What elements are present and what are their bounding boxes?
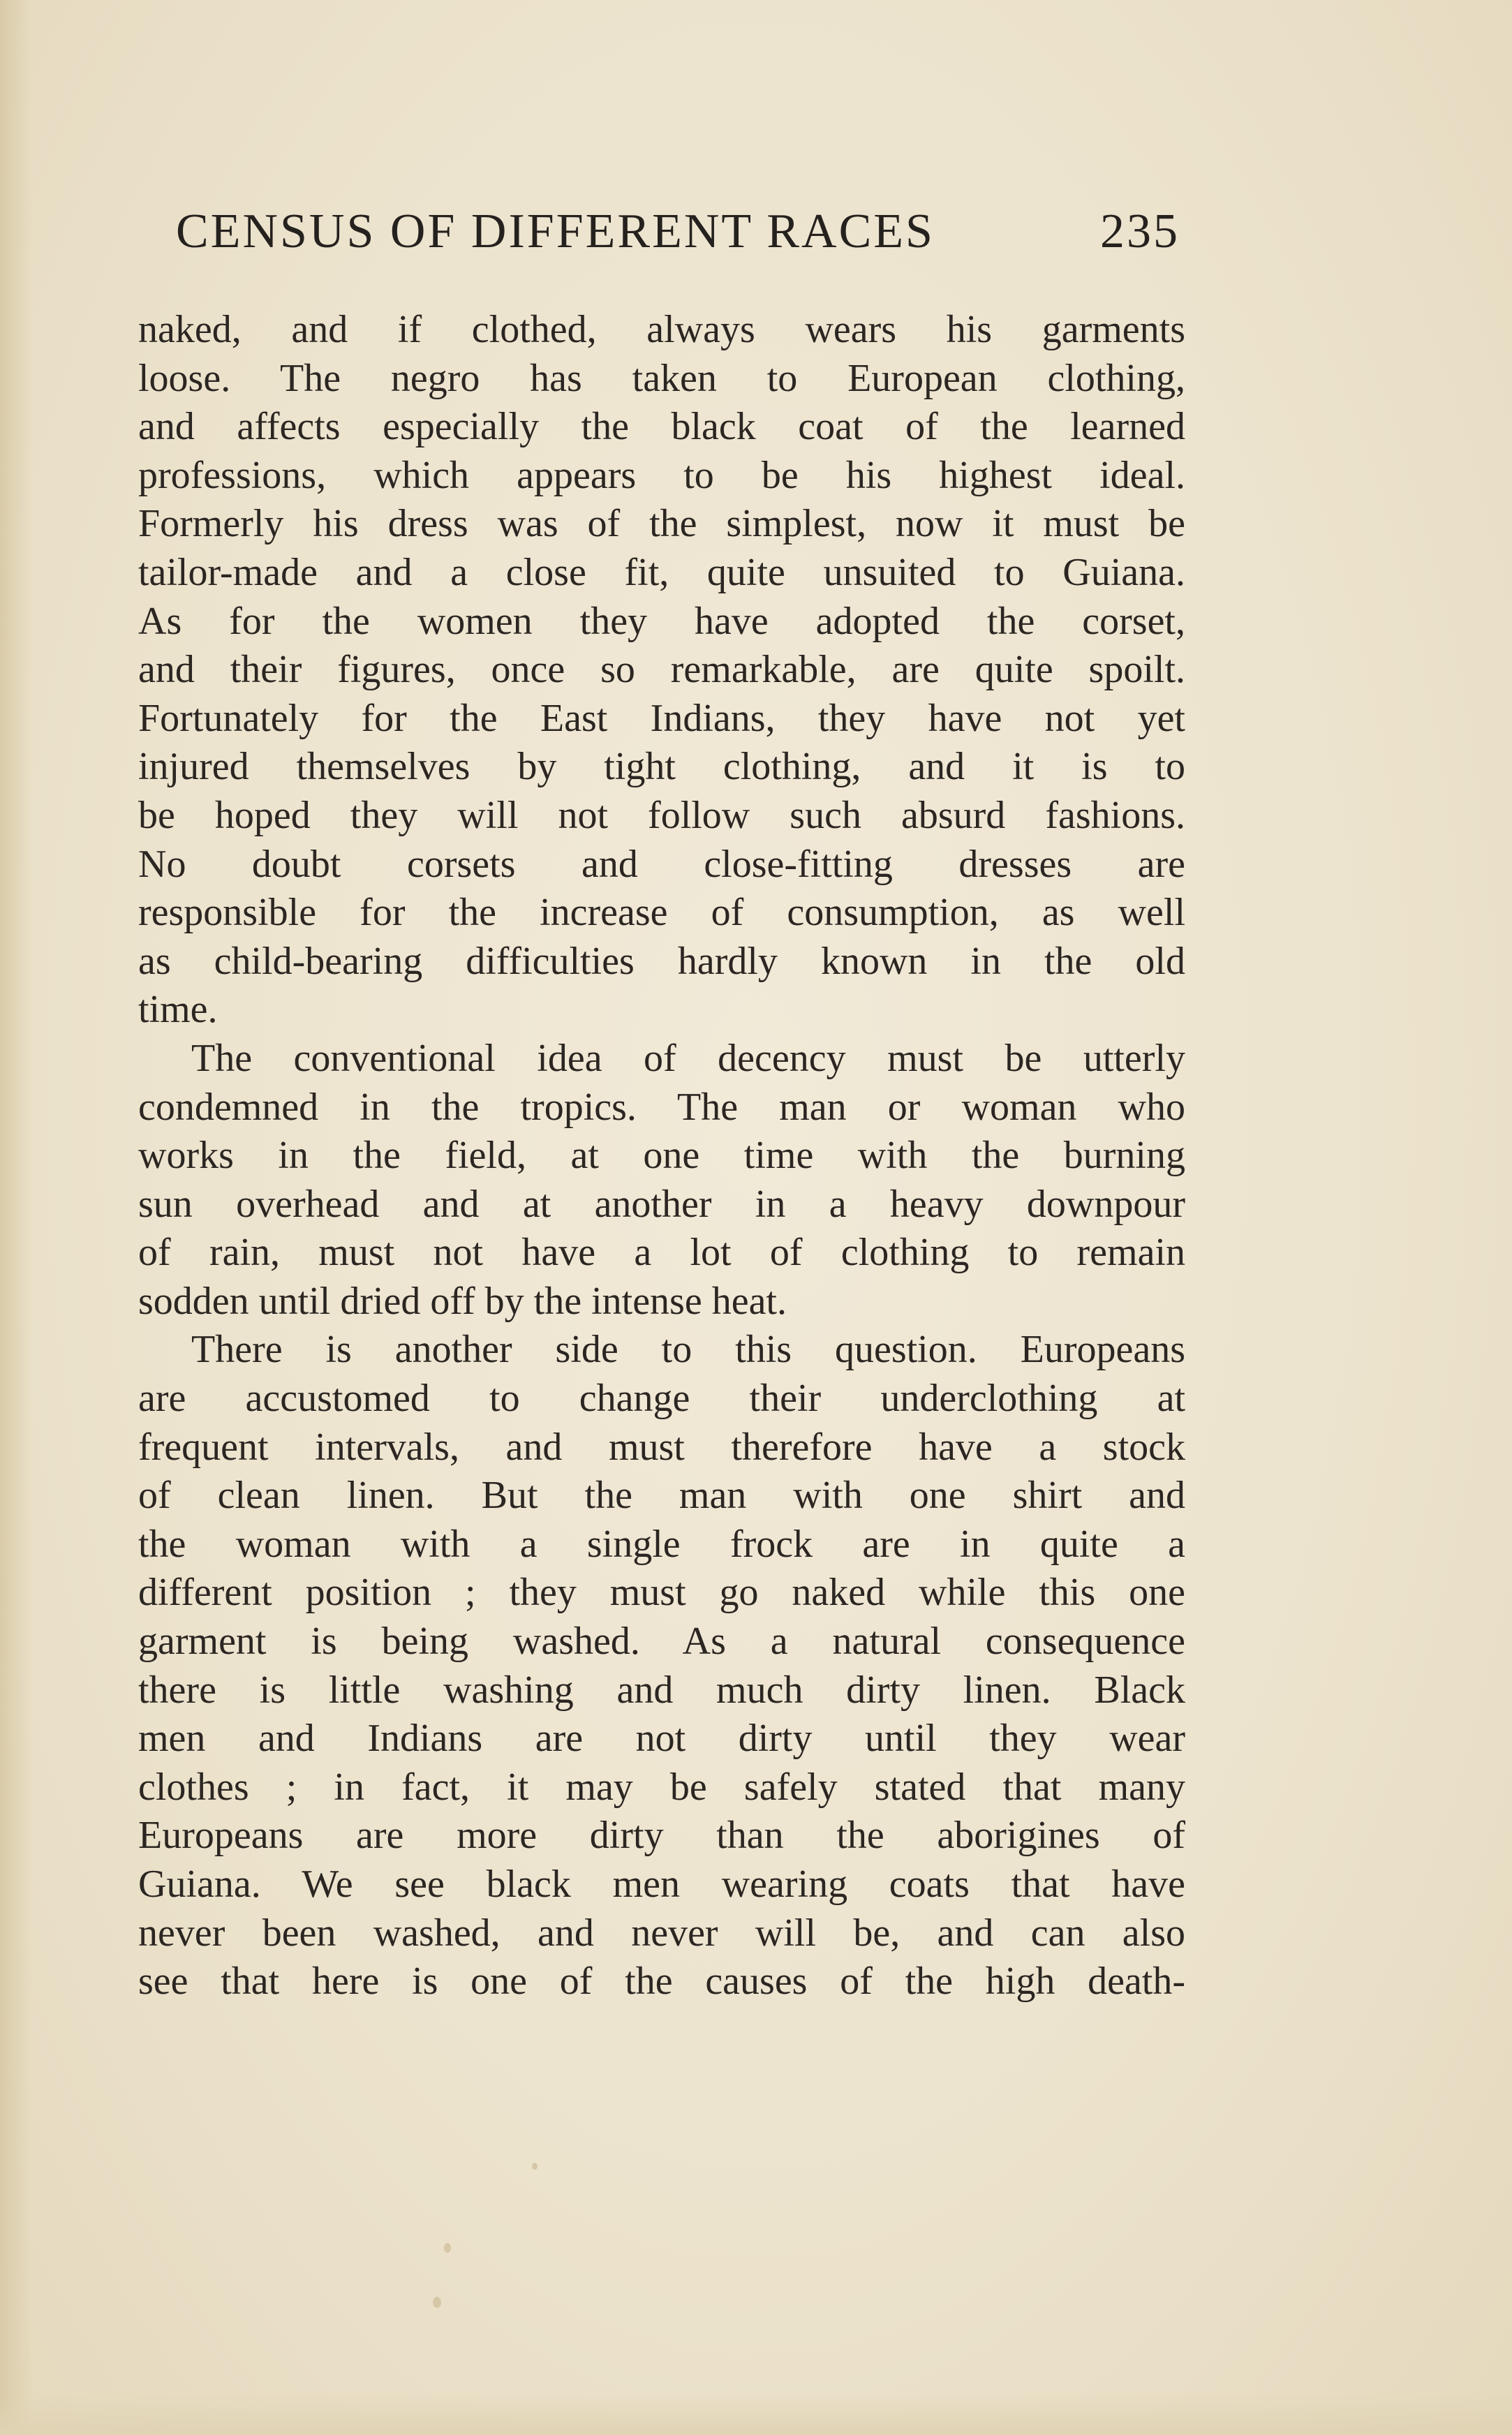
body-text	[138, 306, 1185, 2006]
paragraph-first-line: There is another side to this question. Europeans	[191, 1328, 1185, 1372]
text-line: Europeans are more dirty than the aborigines of	[138, 1814, 1185, 1858]
paragraph-first-line: The conventional idea of decency must be utterly	[191, 1036, 1185, 1080]
text-line: as child-bearing difficulties hardly known in the old	[138, 939, 1185, 983]
text-line: injured themselves by tight clothing, and it is to	[138, 745, 1185, 789]
text-line: there is little washing and much dirty linen. Black	[138, 1668, 1185, 1712]
text-line: of clean linen. But the man with one shirt and	[138, 1474, 1185, 1518]
text-line: different position ; they must go naked while this one	[138, 1571, 1185, 1615]
text-line: clothes ; in fact, it may be safely stated that many	[138, 1765, 1185, 1809]
page-edge-shadow	[0, 0, 32, 2435]
text-line: and their figures, once so remarkable, are quite spoilt.	[138, 648, 1185, 692]
text-line: never been washed, and never will be, and can also	[138, 1911, 1185, 1955]
text-line: of rain, must not have a lot of clothing to remain	[138, 1231, 1185, 1275]
text-line: men and Indians are not dirty until they wear	[138, 1717, 1185, 1761]
text-line: be hoped they will not follow such absurd fashions.	[138, 793, 1185, 837]
text-line: garment is being washed. As a natural consequence	[138, 1620, 1185, 1664]
text-line: sun overhead and at another in a heavy downpour	[138, 1182, 1185, 1226]
text-line: As for the women they have adopted the corset,	[138, 599, 1185, 643]
text-line: responsible for the increase of consumption, as well	[138, 891, 1185, 935]
page-number: 235	[1100, 205, 1180, 258]
text-line: tailor-made and a close fit, quite unsuited to Guiana.	[138, 550, 1185, 594]
text-line: professions, which appears to be his highest ideal.	[138, 453, 1185, 497]
text-line: Formerly his dress was of the simplest, now it must be	[138, 502, 1185, 546]
text-line: are accustomed to change their underclothing at	[138, 1377, 1185, 1421]
text-line: time.	[138, 988, 218, 1032]
text-line: and affects especially the black coat of the learned	[138, 405, 1185, 449]
paper-speck	[433, 2297, 441, 2308]
text-line: works in the field, at one time with the burning	[138, 1134, 1185, 1178]
text-line: naked, and if clothed, always wears his garments	[138, 308, 1185, 351]
paper-speck	[532, 2163, 538, 2170]
page-bottom-shadow	[0, 2393, 1512, 2435]
paper-speck	[444, 2243, 451, 2253]
text-line: see that here is one of the causes of the high death-	[138, 1960, 1185, 2004]
text-line: frequent intervals, and must therefore have a stock	[138, 1425, 1185, 1469]
text-line: sodden until dried off by the intense heat.	[138, 1279, 787, 1323]
text-line: condemned in the tropics. The man or woman who	[138, 1085, 1185, 1129]
chapter-title: CENSUS OF DIFFERENT RACES	[176, 205, 935, 258]
text-line: Guiana. We see black men wearing coats that have	[138, 1863, 1185, 1906]
running-head	[176, 204, 1180, 281]
text-line: loose. The negro has taken to European clothing,	[138, 356, 1185, 400]
text-line: Fortunately for the East Indians, they have not yet	[138, 696, 1185, 740]
text-line: the woman with a single frock are in quite a	[138, 1522, 1185, 1566]
text-line: No doubt corsets and close-fitting dresses are	[138, 842, 1185, 886]
